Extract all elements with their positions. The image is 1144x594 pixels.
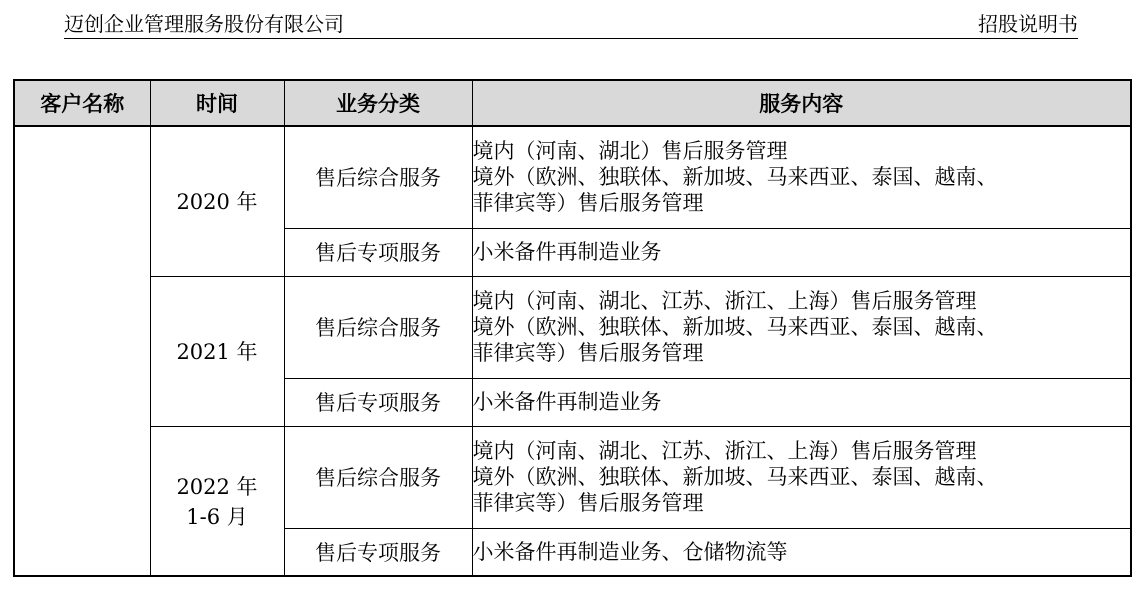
category-cell: 售后综合服务 [284, 276, 472, 378]
content-line: 境外（欧洲、独联体、新加坡、马来西亚、泰国、越南、 [472, 315, 998, 339]
content-line: 小米备件再制造业务 [472, 240, 662, 264]
content-line: 小米备件再制造业务、仓储物流等 [472, 539, 788, 564]
content-cell [472, 528, 1131, 576]
column-header-customer: 客户名称 [14, 80, 150, 126]
content-cell [472, 126, 1131, 228]
content-line: 境外（欧洲、独联体、新加坡、马来西亚、泰国、越南、 [472, 465, 998, 489]
content-line: 境内（河南、湖北、江苏、浙江、上海）售后服务管理 [472, 289, 977, 313]
table-header-row [14, 80, 1131, 126]
column-header-time: 时间 [150, 80, 284, 126]
category-cell: 售后综合服务 [284, 126, 472, 228]
table-row [14, 426, 1131, 528]
year-cell [150, 426, 284, 576]
column-header-category: 业务分类 [284, 80, 472, 126]
content-line: 小米备件再制造业务 [472, 390, 662, 414]
company-name: 迈创企业管理服务股份有限公司 [64, 12, 344, 36]
year-label: 2022 年 [176, 474, 258, 499]
content-cell [472, 228, 1131, 276]
content-cell [472, 426, 1131, 528]
document-type: 招股说明书 [978, 12, 1078, 36]
service-table [13, 79, 1132, 577]
content-line: 菲律宾等）售后服务管理 [472, 191, 704, 216]
year-label: 2021 年 [176, 340, 258, 364]
category-cell: 售后专项服务 [284, 378, 472, 426]
year-cell [150, 276, 284, 426]
table-row [14, 126, 1131, 228]
year-cell [150, 126, 284, 276]
content-line: 境外（欧洲、独联体、新加坡、马来西亚、泰国、越南、 [472, 165, 998, 190]
content-line: 菲律宾等）售后服务管理 [472, 491, 704, 515]
customer-name-cell [14, 126, 150, 576]
column-header-content: 服务内容 [472, 80, 1131, 126]
content-cell [472, 276, 1131, 378]
category-cell: 售后专项服务 [284, 528, 472, 576]
content-cell [472, 378, 1131, 426]
category-cell: 售后专项服务 [284, 228, 472, 276]
category-cell: 售后综合服务 [284, 426, 472, 528]
content-line: 境内（河南、湖北、江苏、浙江、上海）售后服务管理 [472, 439, 977, 463]
year-sublabel: 1-6 月 [186, 504, 248, 529]
content-line: 菲律宾等）售后服务管理 [472, 341, 704, 365]
table-row [14, 276, 1131, 378]
year-label: 2020 年 [176, 190, 258, 215]
content-line: 境内（河南、湖北）售后服务管理 [472, 139, 788, 164]
page-header [64, 4, 1078, 39]
